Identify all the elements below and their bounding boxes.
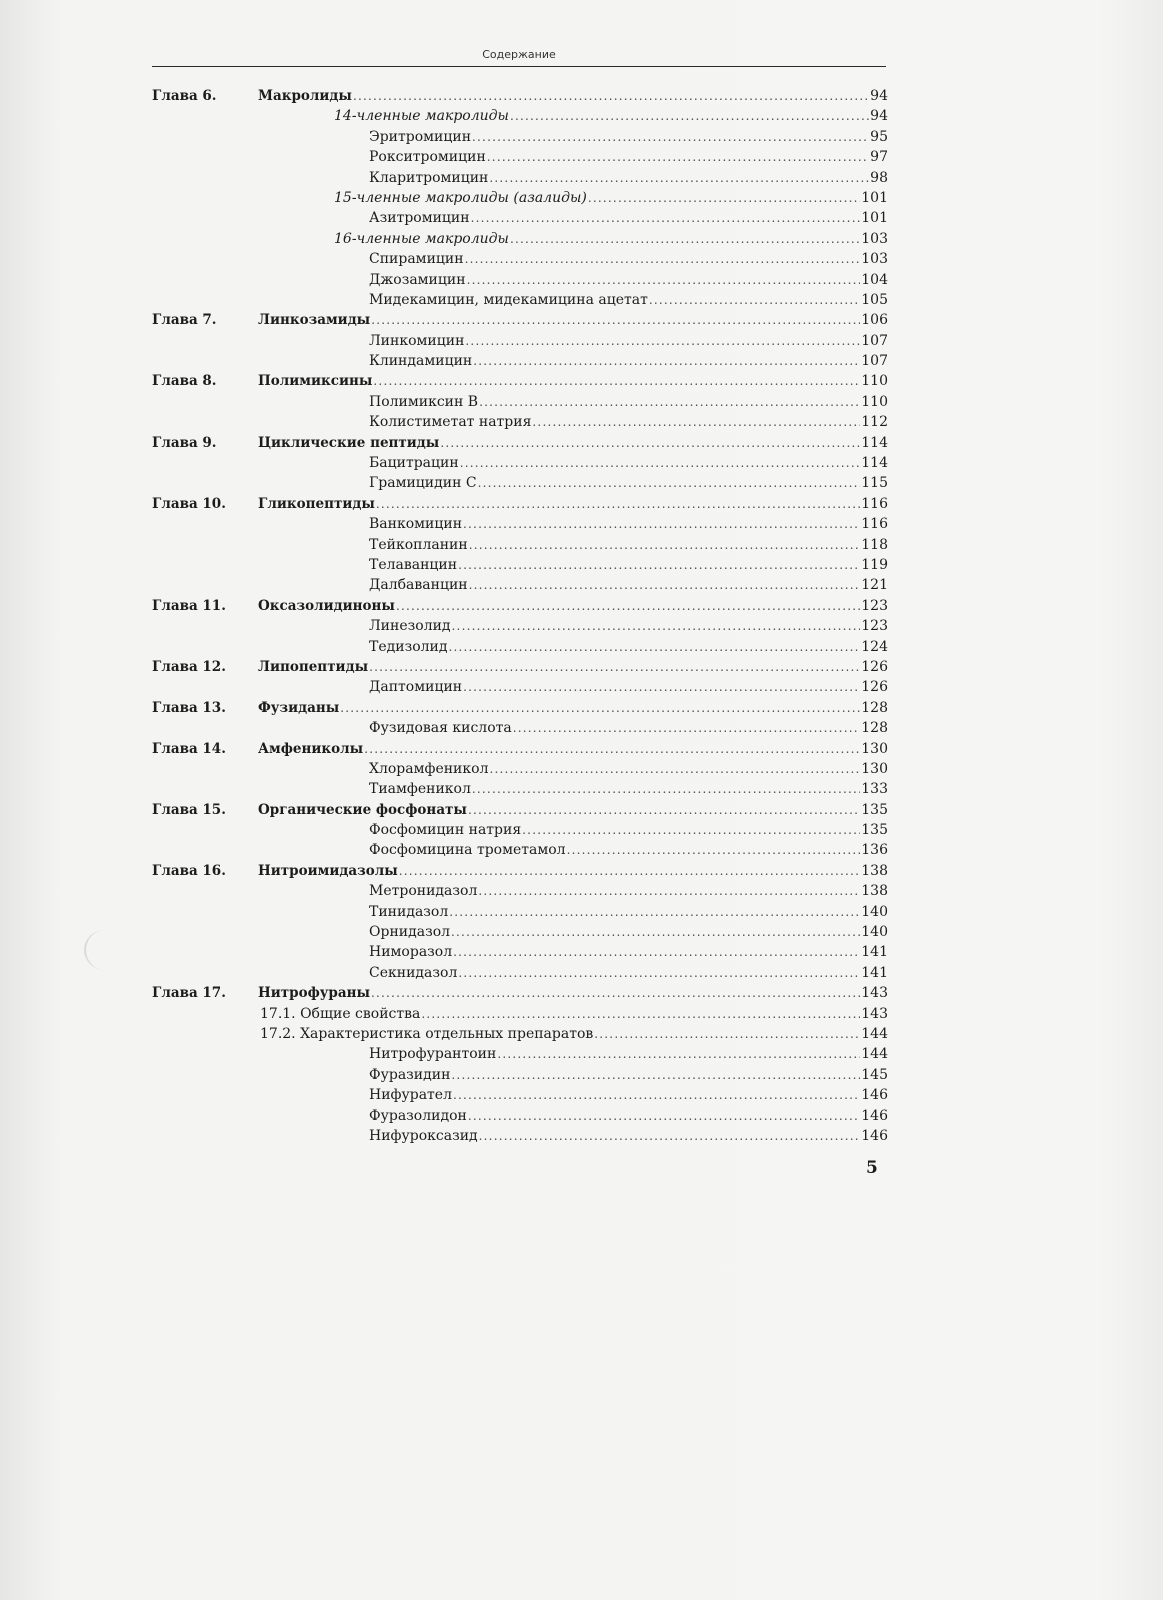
toc-row-drug xyxy=(152,555,888,575)
toc-row-chapter xyxy=(152,698,888,718)
entry-title: Гликопептиды xyxy=(258,495,375,512)
dot-leader xyxy=(463,677,860,697)
entry-title: Тиамфеникол xyxy=(369,781,471,798)
toc-row-drug xyxy=(152,820,888,840)
dot-leader xyxy=(449,902,860,922)
running-header: Содержание xyxy=(482,48,556,61)
chapter-number: Глава 8. xyxy=(152,373,217,390)
header-rule xyxy=(152,66,886,67)
toc-row-section xyxy=(152,1024,888,1044)
toc-entry[interactable] xyxy=(369,840,888,860)
toc-entry[interactable] xyxy=(369,902,888,922)
toc-row-drug xyxy=(152,127,888,147)
chapter-number: Глава 14. xyxy=(152,740,226,757)
toc-row-chapter xyxy=(152,371,888,391)
entry-title: Органические фосфонаты xyxy=(258,801,467,818)
dot-leader xyxy=(353,86,869,106)
dot-leader xyxy=(468,800,860,820)
toc-row-drug xyxy=(152,392,888,412)
toc-row-chapter xyxy=(152,596,888,616)
entry-page-number: 135 xyxy=(861,822,888,839)
entry-page-number: 101 xyxy=(861,210,888,227)
toc-row-drug xyxy=(152,208,888,228)
toc-row-drug xyxy=(152,290,888,310)
entry-title: Нитрофурантоин xyxy=(369,1046,497,1063)
toc-entry[interactable] xyxy=(260,1024,888,1044)
dot-leader xyxy=(451,1065,860,1085)
dot-leader xyxy=(567,840,861,860)
dot-leader xyxy=(453,942,860,962)
toc-entry[interactable] xyxy=(369,249,888,269)
chapter-number: Глава 15. xyxy=(152,801,226,818)
chapter-number: Глава 16. xyxy=(152,862,226,879)
entry-title: 17.1. Общие свойства xyxy=(260,1005,421,1022)
entry-page-number: 126 xyxy=(861,679,888,696)
dot-leader xyxy=(473,351,860,371)
entry-title: Эритромицин xyxy=(369,128,472,145)
entry-title: Фуразолидон xyxy=(369,1107,467,1124)
toc-entry[interactable] xyxy=(369,208,888,228)
dot-leader xyxy=(458,555,860,575)
toc-entry[interactable] xyxy=(369,677,888,697)
entry-page-number: 145 xyxy=(861,1066,888,1083)
entry-page-number: 144 xyxy=(861,1025,888,1042)
dot-leader xyxy=(371,310,860,330)
entry-page-number: 107 xyxy=(861,353,888,370)
toc-entry[interactable] xyxy=(369,637,888,657)
entry-page-number: 146 xyxy=(861,1087,888,1104)
entry-page-number: 140 xyxy=(861,924,888,941)
dot-leader xyxy=(472,779,860,799)
toc-entry[interactable] xyxy=(369,942,888,962)
entry-page-number: 104 xyxy=(861,271,888,288)
entry-title: 16-членные макролиды xyxy=(334,230,509,247)
toc-row-chapter xyxy=(152,86,888,106)
chapter-number: Глава 13. xyxy=(152,699,226,716)
entry-page-number: 126 xyxy=(861,658,888,675)
dot-leader xyxy=(468,1106,860,1126)
entry-title: Полимиксины xyxy=(258,373,373,390)
toc-entry[interactable] xyxy=(369,290,888,310)
entry-title: Ниморазол xyxy=(369,944,453,961)
entry-title: Спирамицин xyxy=(369,251,464,268)
dot-leader xyxy=(487,147,869,167)
toc-row-chapter xyxy=(152,494,888,514)
toc-row-drug xyxy=(152,1126,888,1146)
entry-title: Клиндамицин xyxy=(369,353,473,370)
dot-leader xyxy=(421,1004,860,1024)
entry-title: Грамицидин С xyxy=(369,475,477,492)
toc-entry[interactable] xyxy=(258,371,888,391)
toc-row-drug xyxy=(152,1106,888,1126)
toc-row-drug xyxy=(152,168,888,188)
entry-page-number: 144 xyxy=(861,1046,888,1063)
entry-title: Циклические пептиды xyxy=(258,434,440,451)
toc-row-drug xyxy=(152,963,888,983)
toc-row-drug xyxy=(152,1044,888,1064)
entry-title: Фуразидин xyxy=(369,1066,451,1083)
toc-entry[interactable] xyxy=(369,1106,888,1126)
toc-entry[interactable] xyxy=(369,351,888,371)
toc-entry[interactable] xyxy=(258,86,888,106)
entry-page-number: 116 xyxy=(861,495,888,512)
entry-title: Липопептиды xyxy=(258,658,369,675)
toc-row-drug xyxy=(152,412,888,432)
entry-page-number: 116 xyxy=(861,516,888,533)
entry-page-number: 114 xyxy=(861,455,888,472)
toc-entry[interactable] xyxy=(369,881,888,901)
entry-title: Секнидазол xyxy=(369,964,458,981)
page-number: 5 xyxy=(866,1158,878,1178)
toc-row-drug xyxy=(152,575,888,595)
toc-entry[interactable] xyxy=(369,820,888,840)
toc-row-drug xyxy=(152,902,888,922)
entry-page-number: 123 xyxy=(861,618,888,635)
toc-entry[interactable] xyxy=(258,310,888,330)
dot-leader xyxy=(371,983,860,1003)
entry-page-number: 97 xyxy=(870,149,888,166)
toc-row-chapter xyxy=(152,310,888,330)
entry-title: Джозамицин xyxy=(369,271,466,288)
toc-entry[interactable] xyxy=(369,392,888,412)
entry-title: Далбаванцин xyxy=(369,577,468,594)
entry-page-number: 141 xyxy=(861,964,888,981)
dot-leader xyxy=(399,861,861,881)
entry-title: Азитромицин xyxy=(369,210,470,227)
entry-title: 17.2. Характеристика отдельных препаратов xyxy=(260,1025,594,1042)
chapter-number: Глава 11. xyxy=(152,597,226,614)
toc-entry[interactable] xyxy=(369,412,888,432)
toc-entry[interactable] xyxy=(258,433,888,453)
toc-row-drug xyxy=(152,535,888,555)
entry-title: Метронидазол xyxy=(369,883,478,900)
toc-row-group xyxy=(152,188,888,208)
dot-leader xyxy=(594,1024,860,1044)
entry-title: Фосфомицина трометамол xyxy=(369,842,566,859)
toc-row-section xyxy=(152,1004,888,1024)
entry-page-number: 94 xyxy=(870,108,888,125)
toc-row-drug xyxy=(152,922,888,942)
entry-title: Бацитрацин xyxy=(369,455,459,472)
toc-row-drug xyxy=(152,881,888,901)
entry-title: Ванкомицин xyxy=(369,516,463,533)
toc-entry[interactable] xyxy=(369,1065,888,1085)
toc-entry[interactable] xyxy=(369,168,888,188)
toc-entry[interactable] xyxy=(258,698,888,718)
toc-row-drug xyxy=(152,270,888,290)
dot-leader xyxy=(458,963,860,983)
entry-page-number: 130 xyxy=(861,740,888,757)
toc-row-drug xyxy=(152,453,888,473)
entry-page-number: 106 xyxy=(861,312,888,329)
entry-title: Тинидазол xyxy=(369,903,449,920)
dot-leader xyxy=(376,494,860,514)
toc-entry[interactable] xyxy=(369,616,888,636)
entry-title: Линкозамиды xyxy=(258,312,371,329)
toc-entry[interactable] xyxy=(258,983,888,1003)
entry-page-number: 107 xyxy=(861,332,888,349)
toc-row-drug xyxy=(152,1065,888,1085)
toc-entry[interactable] xyxy=(369,473,888,493)
toc-entry[interactable] xyxy=(369,514,888,534)
entry-page-number: 119 xyxy=(861,556,888,573)
entry-title: Кларитромицин xyxy=(369,169,489,186)
toc-entry[interactable] xyxy=(369,779,888,799)
toc-row-drug xyxy=(152,1085,888,1105)
toc-row-drug xyxy=(152,616,888,636)
toc-row-drug xyxy=(152,637,888,657)
toc-entry[interactable] xyxy=(334,106,888,126)
dot-leader xyxy=(532,412,860,432)
entry-page-number: 133 xyxy=(861,781,888,798)
entry-page-number: 128 xyxy=(861,720,888,737)
toc-entry[interactable] xyxy=(369,922,888,942)
dot-leader xyxy=(510,106,869,126)
toc-row-drug xyxy=(152,249,888,269)
toc-row-drug xyxy=(152,514,888,534)
table-of-contents xyxy=(152,86,888,1146)
entry-page-number: 140 xyxy=(861,903,888,920)
paper-crease-mark xyxy=(84,930,126,970)
toc-row-drug xyxy=(152,677,888,697)
chapter-number: Глава 10. xyxy=(152,495,226,512)
dot-leader xyxy=(369,657,860,677)
toc-row-drug xyxy=(152,779,888,799)
toc-entry[interactable] xyxy=(258,739,888,759)
entry-page-number: 110 xyxy=(861,373,888,390)
dot-leader xyxy=(396,596,860,616)
toc-entry[interactable] xyxy=(369,575,888,595)
entry-page-number: 103 xyxy=(861,230,888,247)
toc-row-group xyxy=(152,229,888,249)
chapter-number: Глава 6. xyxy=(152,88,217,104)
toc-entry[interactable] xyxy=(369,1085,888,1105)
entry-page-number: 143 xyxy=(861,1005,888,1022)
entry-page-number: 115 xyxy=(861,475,888,492)
entry-page-number: 118 xyxy=(861,536,888,553)
entry-title: Хлорамфеникол xyxy=(369,760,489,777)
dot-leader xyxy=(451,922,860,942)
entry-title: Телаванцин xyxy=(369,556,458,573)
dot-leader xyxy=(472,127,869,147)
toc-entry[interactable] xyxy=(369,453,888,473)
toc-entry[interactable] xyxy=(369,555,888,575)
entry-page-number: 146 xyxy=(861,1127,888,1144)
toc-row-chapter xyxy=(152,983,888,1003)
entry-title: Амфениколы xyxy=(258,740,364,757)
entry-title: 14-членные макролиды xyxy=(334,108,509,125)
dot-leader xyxy=(364,739,860,759)
entry-page-number: 95 xyxy=(870,128,888,145)
entry-page-number: 94 xyxy=(870,88,888,104)
entry-title: Оксазолидиноны xyxy=(258,597,395,614)
dot-leader xyxy=(588,188,860,208)
entry-page-number: 114 xyxy=(861,434,888,451)
entry-page-number: 103 xyxy=(861,251,888,268)
chapter-number: Глава 9. xyxy=(152,434,217,451)
dot-leader xyxy=(513,718,861,738)
entry-title: Фосфомицин натрия xyxy=(369,822,522,839)
entry-page-number: 121 xyxy=(861,577,888,594)
entry-page-number: 136 xyxy=(861,842,888,859)
dot-leader xyxy=(478,473,861,493)
entry-page-number: 143 xyxy=(861,985,888,1002)
toc-entry[interactable] xyxy=(334,188,888,208)
entry-title: Полимиксин В xyxy=(369,393,479,410)
toc-entry[interactable] xyxy=(369,759,888,779)
toc-entry[interactable] xyxy=(258,596,888,616)
dot-leader xyxy=(469,535,861,555)
entry-page-number: 138 xyxy=(861,883,888,900)
dot-leader xyxy=(471,208,861,228)
toc-entry[interactable] xyxy=(260,1004,888,1024)
dot-leader xyxy=(467,270,861,290)
entry-title: Нитрофураны xyxy=(258,985,370,1002)
toc-row-group xyxy=(152,106,888,126)
entry-title: Нифуроксазид xyxy=(369,1127,478,1144)
dot-leader xyxy=(489,759,860,779)
entry-title: Тедизолид xyxy=(369,638,448,655)
dot-leader xyxy=(497,1044,860,1064)
toc-entry[interactable] xyxy=(369,147,888,167)
entry-page-number: 130 xyxy=(861,760,888,777)
dot-leader xyxy=(460,453,861,473)
toc-entry[interactable] xyxy=(258,657,888,677)
entry-page-number: 135 xyxy=(861,801,888,818)
entry-title: Тейкопланин xyxy=(369,536,468,553)
dot-leader xyxy=(452,616,861,636)
toc-entry[interactable] xyxy=(369,1044,888,1064)
entry-page-number: 141 xyxy=(861,944,888,961)
entry-title: Фузиданы xyxy=(258,699,340,716)
dot-leader xyxy=(465,249,861,269)
entry-title: Фузидовая кислота xyxy=(369,720,512,737)
toc-entry[interactable] xyxy=(369,1126,888,1146)
dot-leader xyxy=(510,229,860,249)
entry-title: Линезолид xyxy=(369,618,451,635)
dot-leader xyxy=(453,1085,860,1105)
entry-title: Нифурател xyxy=(369,1087,452,1104)
entry-title: Нитроимидазолы xyxy=(258,862,398,879)
entry-title: Орнидазол xyxy=(369,924,451,941)
chapter-number: Глава 12. xyxy=(152,658,226,675)
entry-page-number: 101 xyxy=(861,189,888,206)
toc-row-chapter xyxy=(152,800,888,820)
dot-leader xyxy=(478,881,860,901)
toc-entry[interactable] xyxy=(369,535,888,555)
entry-page-number: 123 xyxy=(861,597,888,614)
entry-page-number: 112 xyxy=(861,414,888,431)
toc-entry[interactable] xyxy=(258,861,888,881)
toc-row-drug xyxy=(152,718,888,738)
toc-row-chapter xyxy=(152,739,888,759)
entry-page-number: 128 xyxy=(861,699,888,716)
chapter-number: Глава 17. xyxy=(152,985,226,1002)
toc-entry[interactable] xyxy=(369,270,888,290)
toc-entry[interactable] xyxy=(369,963,888,983)
toc-row-drug xyxy=(152,840,888,860)
toc-row-drug xyxy=(152,759,888,779)
dot-leader xyxy=(649,290,860,310)
toc-row-drug xyxy=(152,942,888,962)
toc-entry[interactable] xyxy=(258,800,888,820)
chapter-number: Глава 7. xyxy=(152,312,217,329)
dot-leader xyxy=(465,331,860,351)
toc-row-drug xyxy=(152,331,888,351)
toc-row-chapter xyxy=(152,861,888,881)
toc-entry[interactable] xyxy=(334,229,888,249)
entry-page-number: 138 xyxy=(861,862,888,879)
dot-leader xyxy=(463,514,860,534)
entry-title: Рокситромицин xyxy=(369,149,486,166)
entry-page-number: 110 xyxy=(861,393,888,410)
entry-page-number: 98 xyxy=(870,169,888,186)
dot-leader xyxy=(440,433,860,453)
toc-entry[interactable] xyxy=(369,718,888,738)
toc-entry[interactable] xyxy=(369,127,888,147)
toc-row-drug xyxy=(152,473,888,493)
toc-entry[interactable] xyxy=(369,331,888,351)
entry-title: Колистиметат натрия xyxy=(369,414,532,431)
dot-leader xyxy=(479,392,860,412)
dot-leader xyxy=(448,637,860,657)
dot-leader xyxy=(469,575,861,595)
entry-page-number: 124 xyxy=(861,638,888,655)
toc-row-drug xyxy=(152,351,888,371)
entry-page-number: 105 xyxy=(861,291,888,308)
toc-row-drug xyxy=(152,147,888,167)
entry-title: Линкомицин xyxy=(369,332,465,349)
entry-title: Мидекамицин, мидекамицина ацетат xyxy=(369,291,648,308)
dot-leader xyxy=(522,820,860,840)
dot-leader xyxy=(479,1126,861,1146)
toc-row-chapter xyxy=(152,433,888,453)
entry-title: Даптомицин xyxy=(369,679,463,696)
entry-page-number: 146 xyxy=(861,1107,888,1124)
entry-title: 15-членные макролиды (азалиды) xyxy=(334,189,587,206)
dot-leader xyxy=(489,168,869,188)
dot-leader xyxy=(340,698,860,718)
toc-entry[interactable] xyxy=(258,494,888,514)
entry-title: Макролиды xyxy=(258,88,352,104)
dot-leader xyxy=(373,371,860,391)
toc-row-chapter xyxy=(152,657,888,677)
